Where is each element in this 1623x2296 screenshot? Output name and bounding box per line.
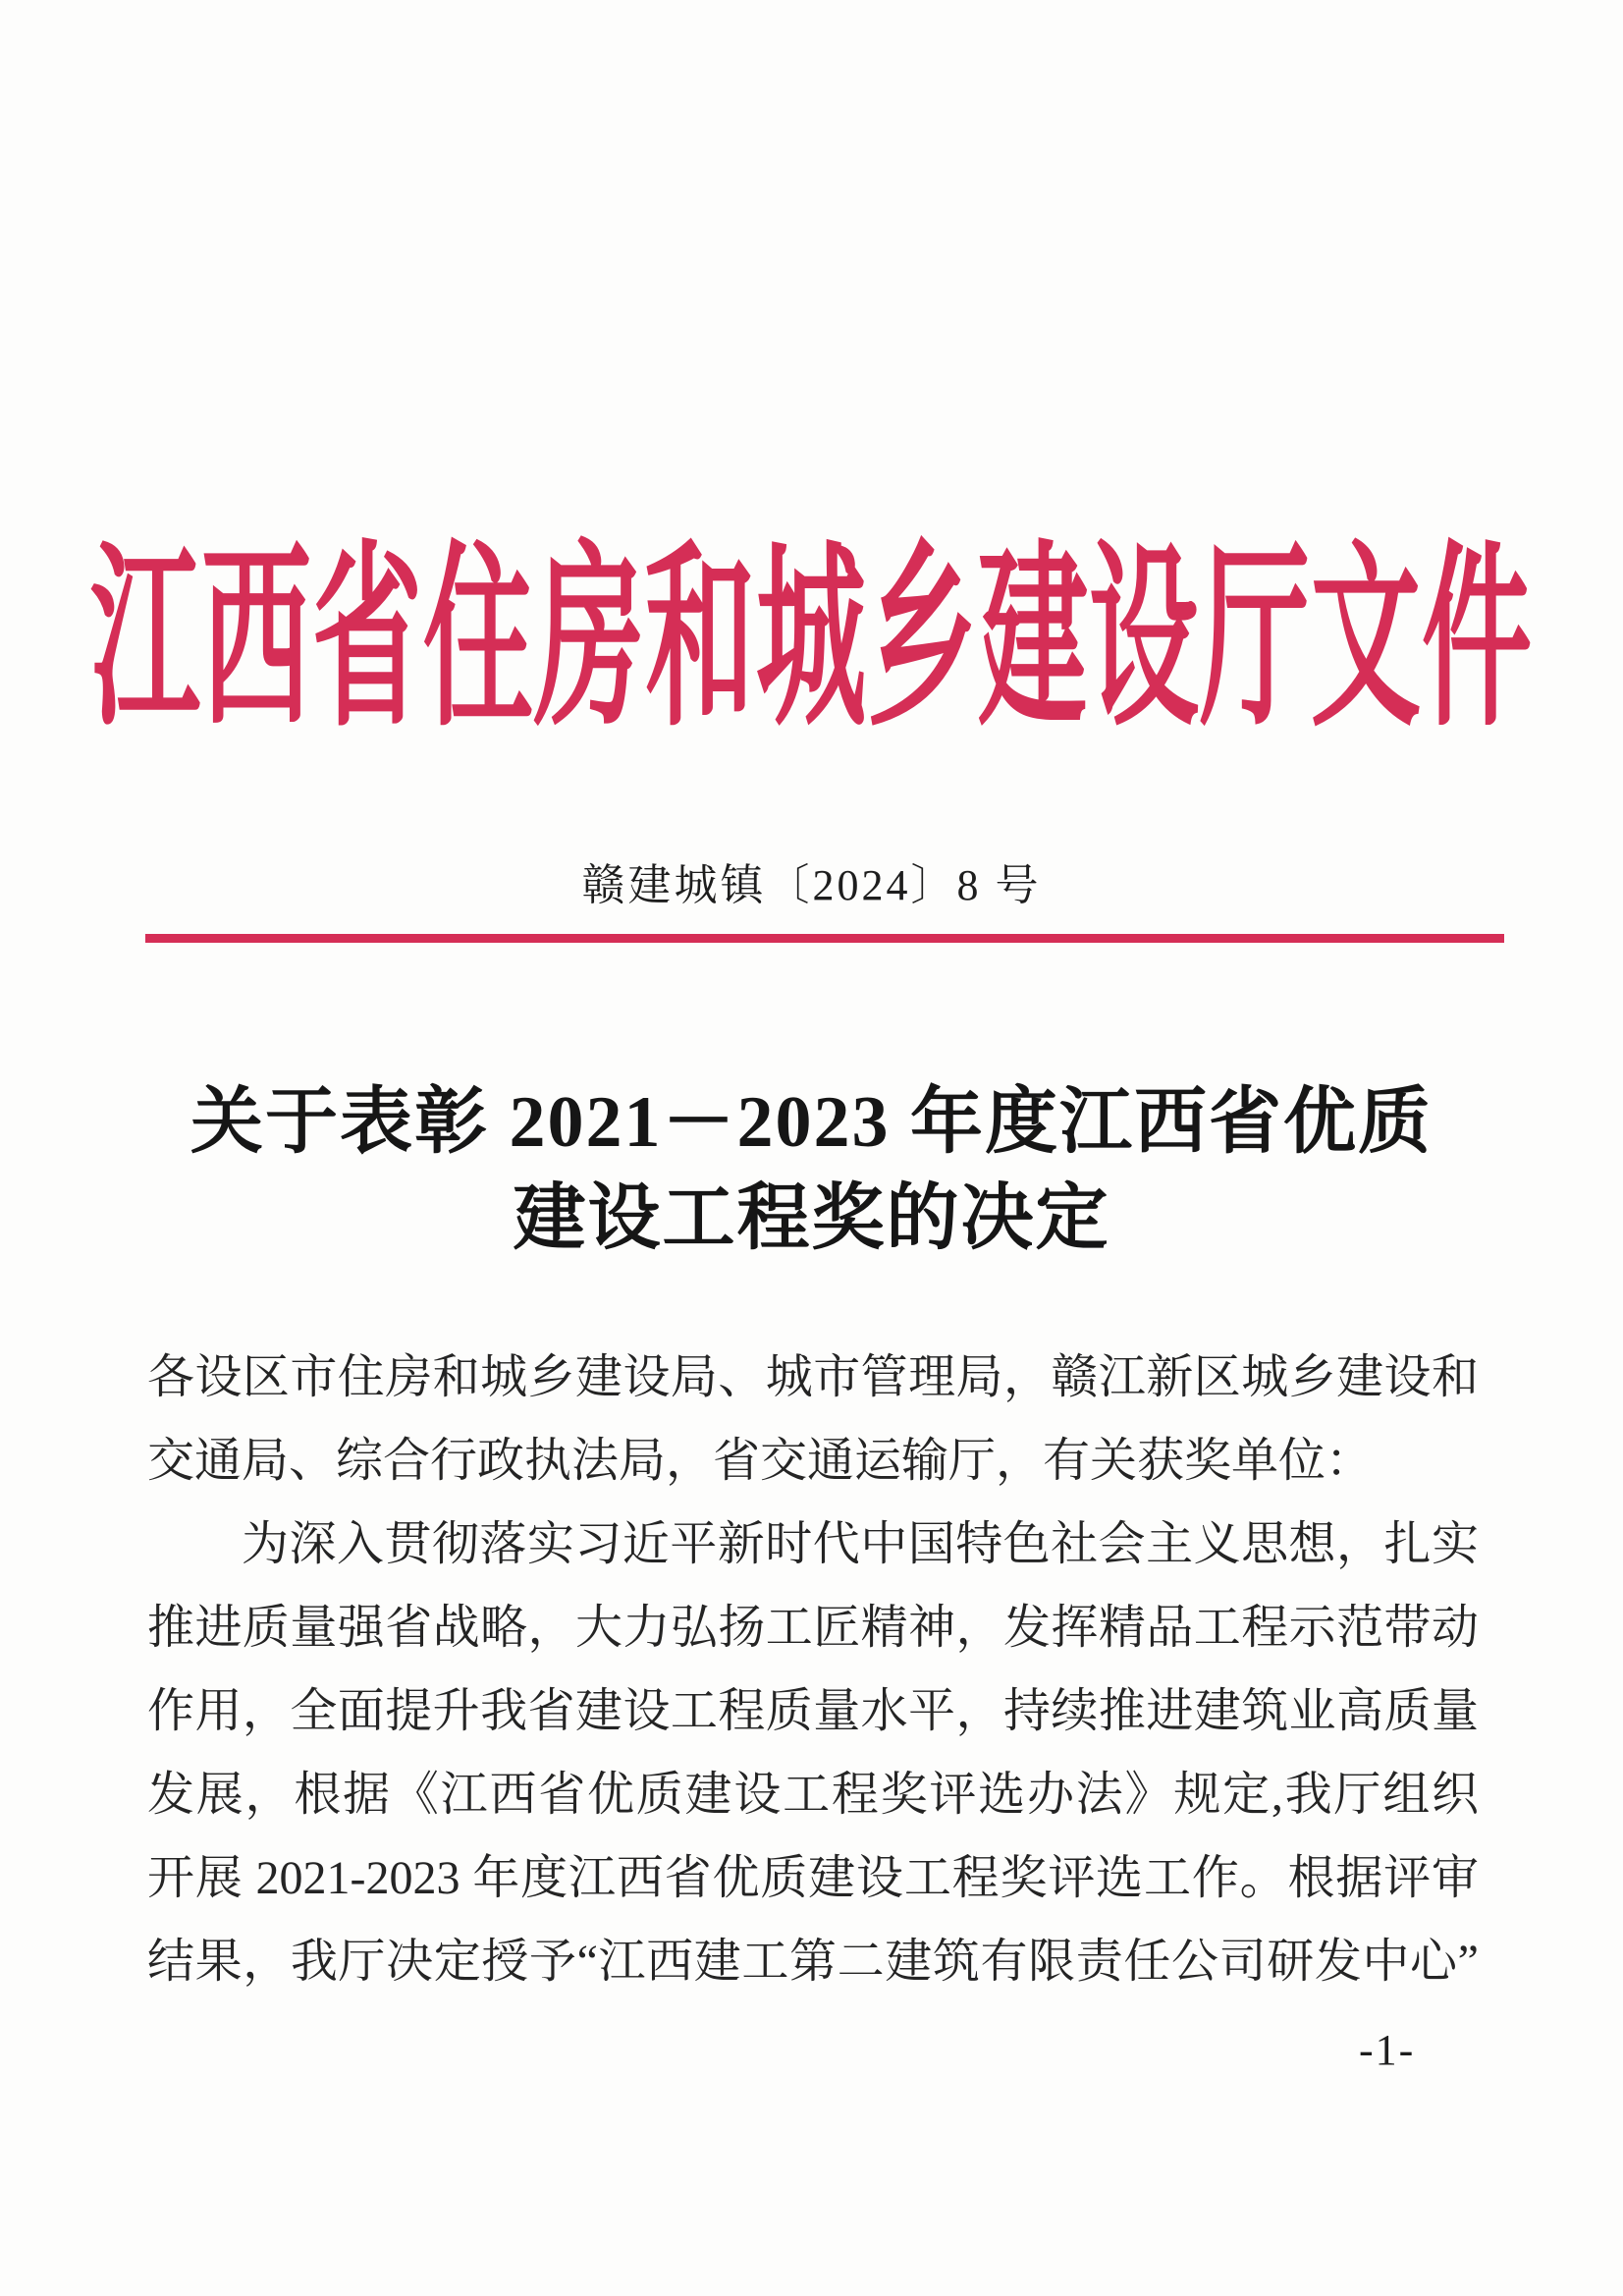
body-line: 各设区市住房和城乡建设局、城市管理局，赣江新区城乡建设和 <box>147 1351 1479 1403</box>
body-line: 结果，我厅决定授予“江西建工第二建筑有限责任公司研发中心” <box>147 1936 1479 1988</box>
page-number: -1- <box>1359 2026 1416 2074</box>
document-title <box>0 1074 1623 1267</box>
document-header-title: 江西省住房和城乡建设厅文件 <box>90 531 1533 751</box>
red-divider-line <box>145 934 1504 943</box>
document-body <box>147 1336 1479 2003</box>
document-number: 赣建城镇〔2024〕8 号 <box>581 861 1042 909</box>
body-line: 发展，根据《江西省优质建设工程奖评选办法》规定,我厅组织 <box>147 1769 1479 1821</box>
body-line: 开展 2021-2023 年度江西省优质建设工程奖评选工作。根据评审 <box>147 1852 1479 1904</box>
document-title-line2: 建设工程奖的决定 <box>513 1178 1110 1259</box>
body-line: 作用，全面提升我省建设工程质量水平，持续推进建筑业高质量 <box>147 1685 1479 1737</box>
body-line: 交通局、综合行政执法局，省交通运输厅，有关获奖单位： <box>147 1435 1374 1487</box>
body-line: 为深入贯彻落实习近平新时代中国特色社会主义思想，扎实 <box>242 1518 1479 1570</box>
body-line: 推进质量强省战略，大力弘扬工匠精神，发挥精品工程示范带动 <box>147 1602 1479 1654</box>
document-title-line1: 关于表彰 2021－2023 年度江西省优质 <box>190 1082 1433 1163</box>
